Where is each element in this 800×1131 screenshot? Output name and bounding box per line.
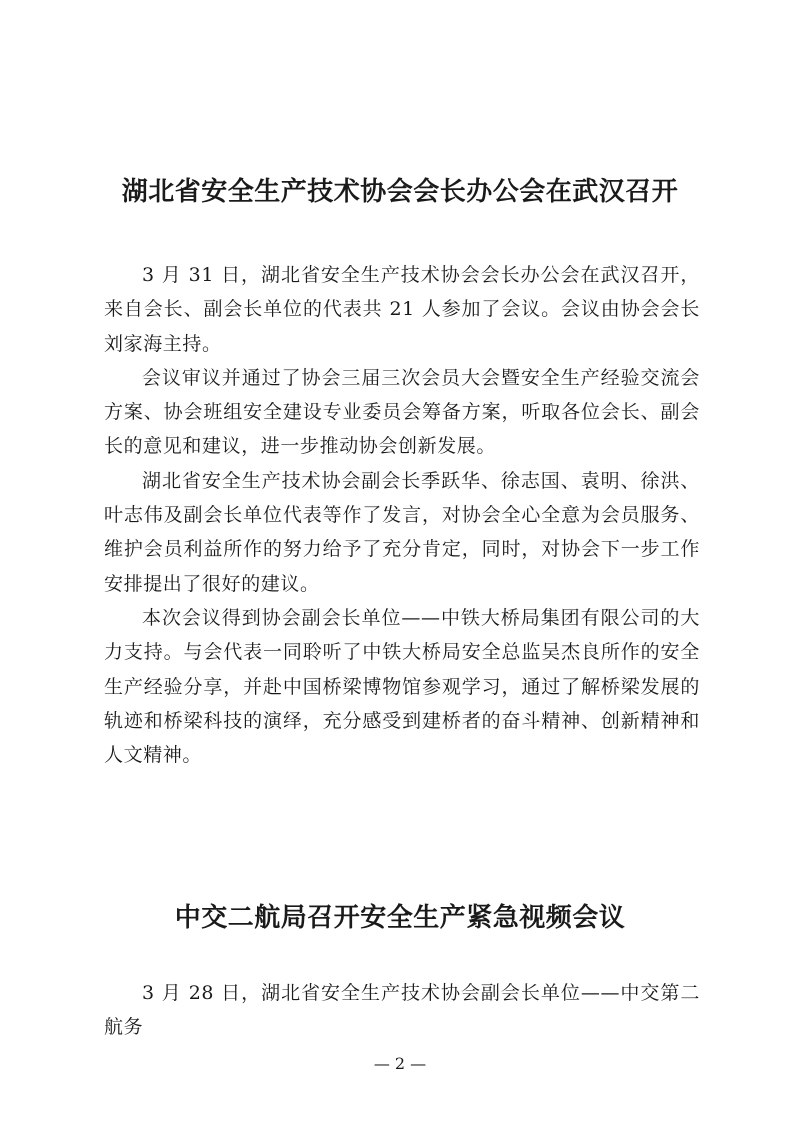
article-body	[104, 258, 700, 772]
article-title: 中交二航局召开安全生产紧急视频会议	[174, 903, 626, 933]
article-paragraph: 3 月 31 日，湖北省安全生产技术协会会长办公会在武汉召开，来自会长、副会长单位的代表共 21 人参加了会议。会议由协会会长刘家海主持。	[104, 264, 700, 355]
article-body	[104, 976, 700, 1045]
article-paragraph: 会议审议并通过了协会三届三次会员大会暨安全生产经验交流会方案、协会班组安全建设专业委员会筹备方案，听取各位会长、副会长的意见和建议，进一步推动协会创新发展。	[104, 366, 700, 458]
page-number: — 2 —	[373, 1054, 427, 1073]
article-paragraph: 3 月 28 日，湖北省安全生产技术协会副会长单位——中交第二航务	[104, 982, 700, 1039]
article-paragraph: 湖北省安全生产技术协会副会长季跃华、徐志国、袁明、徐洪、叶志伟及副会长单位代表等作了发言，对协会全心全意为会员服务、维护会员利益所作的努力给予了充分肯定，同时，对协会下一步工作安排提出了很好的建议。	[104, 469, 700, 595]
article-title: 湖北省安全生产技术协会会长办公会在武汉召开	[121, 177, 679, 207]
article-paragraph: 本次会议得到协会副会长单位——中铁大桥局集团有限公司的大力支持。与会代表一同聆听了中铁大桥局安全总监吴杰良所作的安全生产经验分享，并赴中国桥梁博物馆参观学习，通过了解桥梁发展的轨迹和桥梁科技的演绎，充分感受到建桥者的奋斗精神、创新精神和人文精神。	[104, 606, 700, 767]
